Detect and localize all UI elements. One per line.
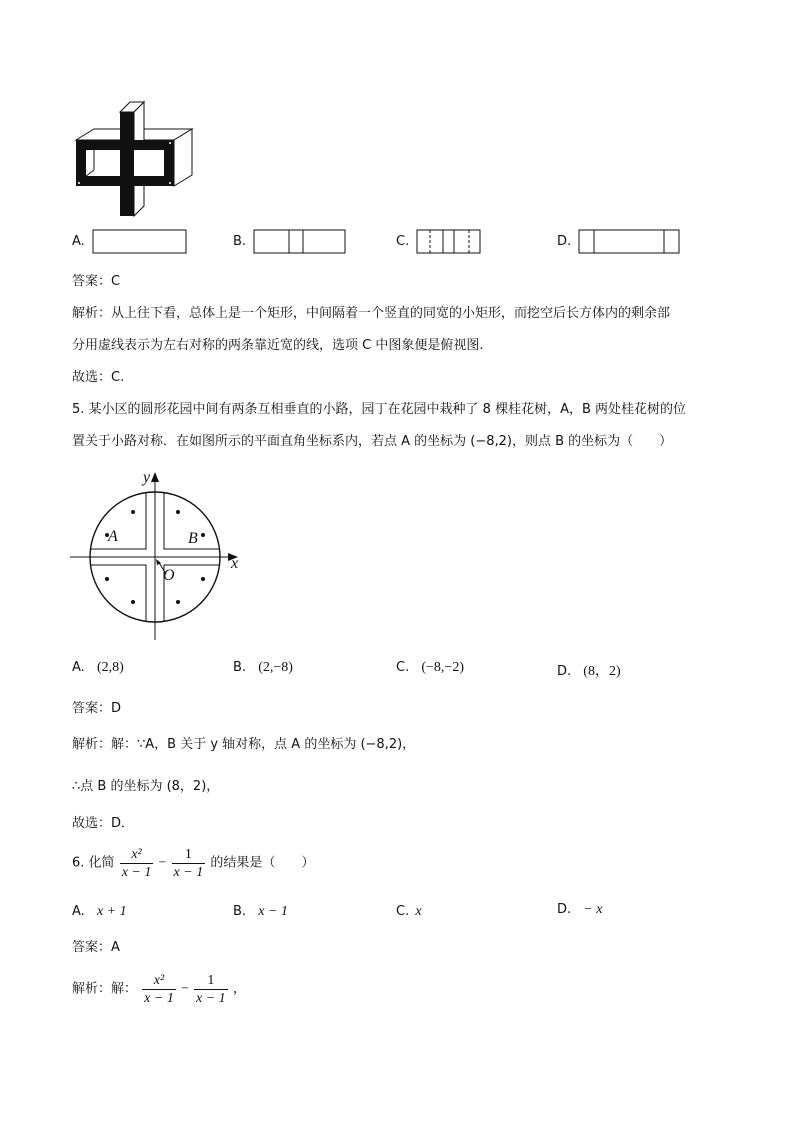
q6-fraction-2 bbox=[172, 846, 206, 881]
q6-minus-sign: − bbox=[158, 855, 167, 871]
q5-option-d[interactable] bbox=[557, 660, 621, 680]
q6-question bbox=[72, 846, 314, 881]
q5-point-a-label: A bbox=[108, 528, 118, 545]
q6-analysis-suffix: ， bbox=[232, 981, 246, 997]
q4-option-c-letter: C. bbox=[396, 234, 410, 249]
q5-analysis-line-2: ∴点 B 的坐标为 (8，2)， bbox=[72, 779, 220, 794]
q6-fraction-1 bbox=[120, 846, 154, 881]
q6-prefix: 6. 化简 bbox=[72, 855, 115, 871]
q6-analysis-minus-sign: − bbox=[180, 981, 189, 997]
q5-option-b-letter: B. bbox=[233, 660, 247, 675]
q5-conclusion: 故选：D． bbox=[72, 816, 135, 831]
q6-fraction-2-denominator: x − 1 bbox=[173, 865, 204, 880]
q5-garden-figure bbox=[66, 468, 252, 646]
q5-option-a[interactable] bbox=[72, 660, 124, 676]
q5-y-axis-label: y bbox=[143, 469, 151, 486]
q6-option-d-letter: D. bbox=[557, 902, 572, 917]
q6-analysis-fraction-1 bbox=[142, 972, 176, 1007]
q5-option-d-letter: D. bbox=[557, 664, 572, 679]
q6-fraction-2-numerator: 1 bbox=[172, 846, 206, 864]
q6-fraction-1-denominator: x − 1 bbox=[121, 865, 152, 880]
q5-option-b[interactable] bbox=[233, 660, 293, 676]
q6-analysis bbox=[72, 972, 246, 1007]
q5-x-axis-label: x bbox=[231, 555, 239, 572]
q5-analysis-line-1: 解析：解：∵A，B 关于 y 轴对称，点 A 的坐标为 (−8,2)， bbox=[72, 737, 416, 752]
q5-point-b-label: B bbox=[188, 530, 198, 547]
q4-option-d-letter: D. bbox=[557, 234, 572, 249]
q6-analysis-prefix: 解析：解： bbox=[72, 981, 138, 997]
q5-origin-label: O bbox=[163, 567, 175, 584]
q6-analysis-fraction-1-numerator: x² bbox=[142, 972, 176, 990]
q6-analysis-fraction-2 bbox=[194, 972, 228, 1007]
q4-option-d[interactable] bbox=[557, 234, 571, 249]
q4-option-b[interactable] bbox=[233, 234, 246, 249]
q6-option-b[interactable] bbox=[233, 904, 288, 920]
q6-analysis-fraction-1-denominator: x − 1 bbox=[144, 991, 174, 1006]
q4-option-a-letter: A. bbox=[72, 234, 85, 249]
q5-option-a-letter: A. bbox=[72, 660, 85, 675]
q6-option-c-letter: C. bbox=[396, 904, 410, 919]
q4-option-d-figure bbox=[578, 229, 682, 255]
q4-solid-figure bbox=[70, 98, 200, 220]
q4-option-a[interactable] bbox=[72, 234, 85, 249]
q6-option-d-value: − x bbox=[583, 902, 603, 917]
q4-analysis-line-2: 分用虚线表示为左右对称的两条靠近宽的线，选项 C 中图象便是俯视图. bbox=[72, 338, 484, 353]
q4-option-c-figure bbox=[416, 229, 482, 255]
q6-option-b-letter: B. bbox=[233, 904, 247, 919]
q6-option-b-value: x − 1 bbox=[258, 904, 288, 919]
q6-option-a-letter: A. bbox=[72, 904, 85, 919]
q4-conclusion: 故选：C. bbox=[72, 370, 125, 385]
q5-option-d-value: (8，2) bbox=[583, 664, 621, 679]
q6-option-c-value: x bbox=[415, 904, 422, 919]
q6-option-d[interactable] bbox=[557, 902, 602, 918]
q4-option-c[interactable] bbox=[396, 234, 409, 249]
q5-question-line-1: 5. 某小区的圆形花园中间有两条互相垂直的小路，园丁在花园中栽种了 8 棵桂花树，A，B 两处桂花树的位 bbox=[72, 402, 687, 417]
q6-suffix: 的结果是（ ） bbox=[210, 855, 315, 871]
q6-analysis-fraction-2-denominator: x − 1 bbox=[196, 991, 226, 1006]
q4-option-a-figure bbox=[92, 229, 188, 255]
q4-answer: 答案：C bbox=[72, 274, 121, 289]
q4-option-b-figure bbox=[253, 229, 347, 255]
q6-fraction-1-numerator: x² bbox=[120, 846, 154, 864]
q5-option-c-letter: C. bbox=[396, 660, 410, 675]
q5-option-c-value: (−8,−2) bbox=[421, 660, 464, 675]
q6-option-a-value: x + 1 bbox=[96, 904, 127, 919]
q4-option-b-letter: B. bbox=[233, 234, 247, 249]
q5-question-line-2: 置关于小路对称．在如图所示的平面直角坐标系内，若点 A 的坐标为 (−8,2)，则点 B 的坐标为（ ） bbox=[72, 434, 673, 449]
q6-analysis-fraction-2-numerator: 1 bbox=[194, 972, 228, 990]
q5-answer: 答案：D bbox=[72, 701, 122, 716]
q5-option-b-value: (2,−8) bbox=[258, 660, 293, 675]
q6-option-c[interactable] bbox=[396, 904, 422, 920]
q4-analysis-line-1: 解析：从上往下看，总体上是一个矩形，中间隔着一个竖直的同宽的小矩形，而挖空后长方体内的剩余部 bbox=[72, 306, 671, 321]
q6-answer: 答案：A bbox=[72, 940, 120, 955]
q6-option-a[interactable] bbox=[72, 904, 127, 920]
q5-option-a-value: (2,8) bbox=[96, 660, 124, 675]
q5-option-c[interactable] bbox=[396, 660, 464, 676]
